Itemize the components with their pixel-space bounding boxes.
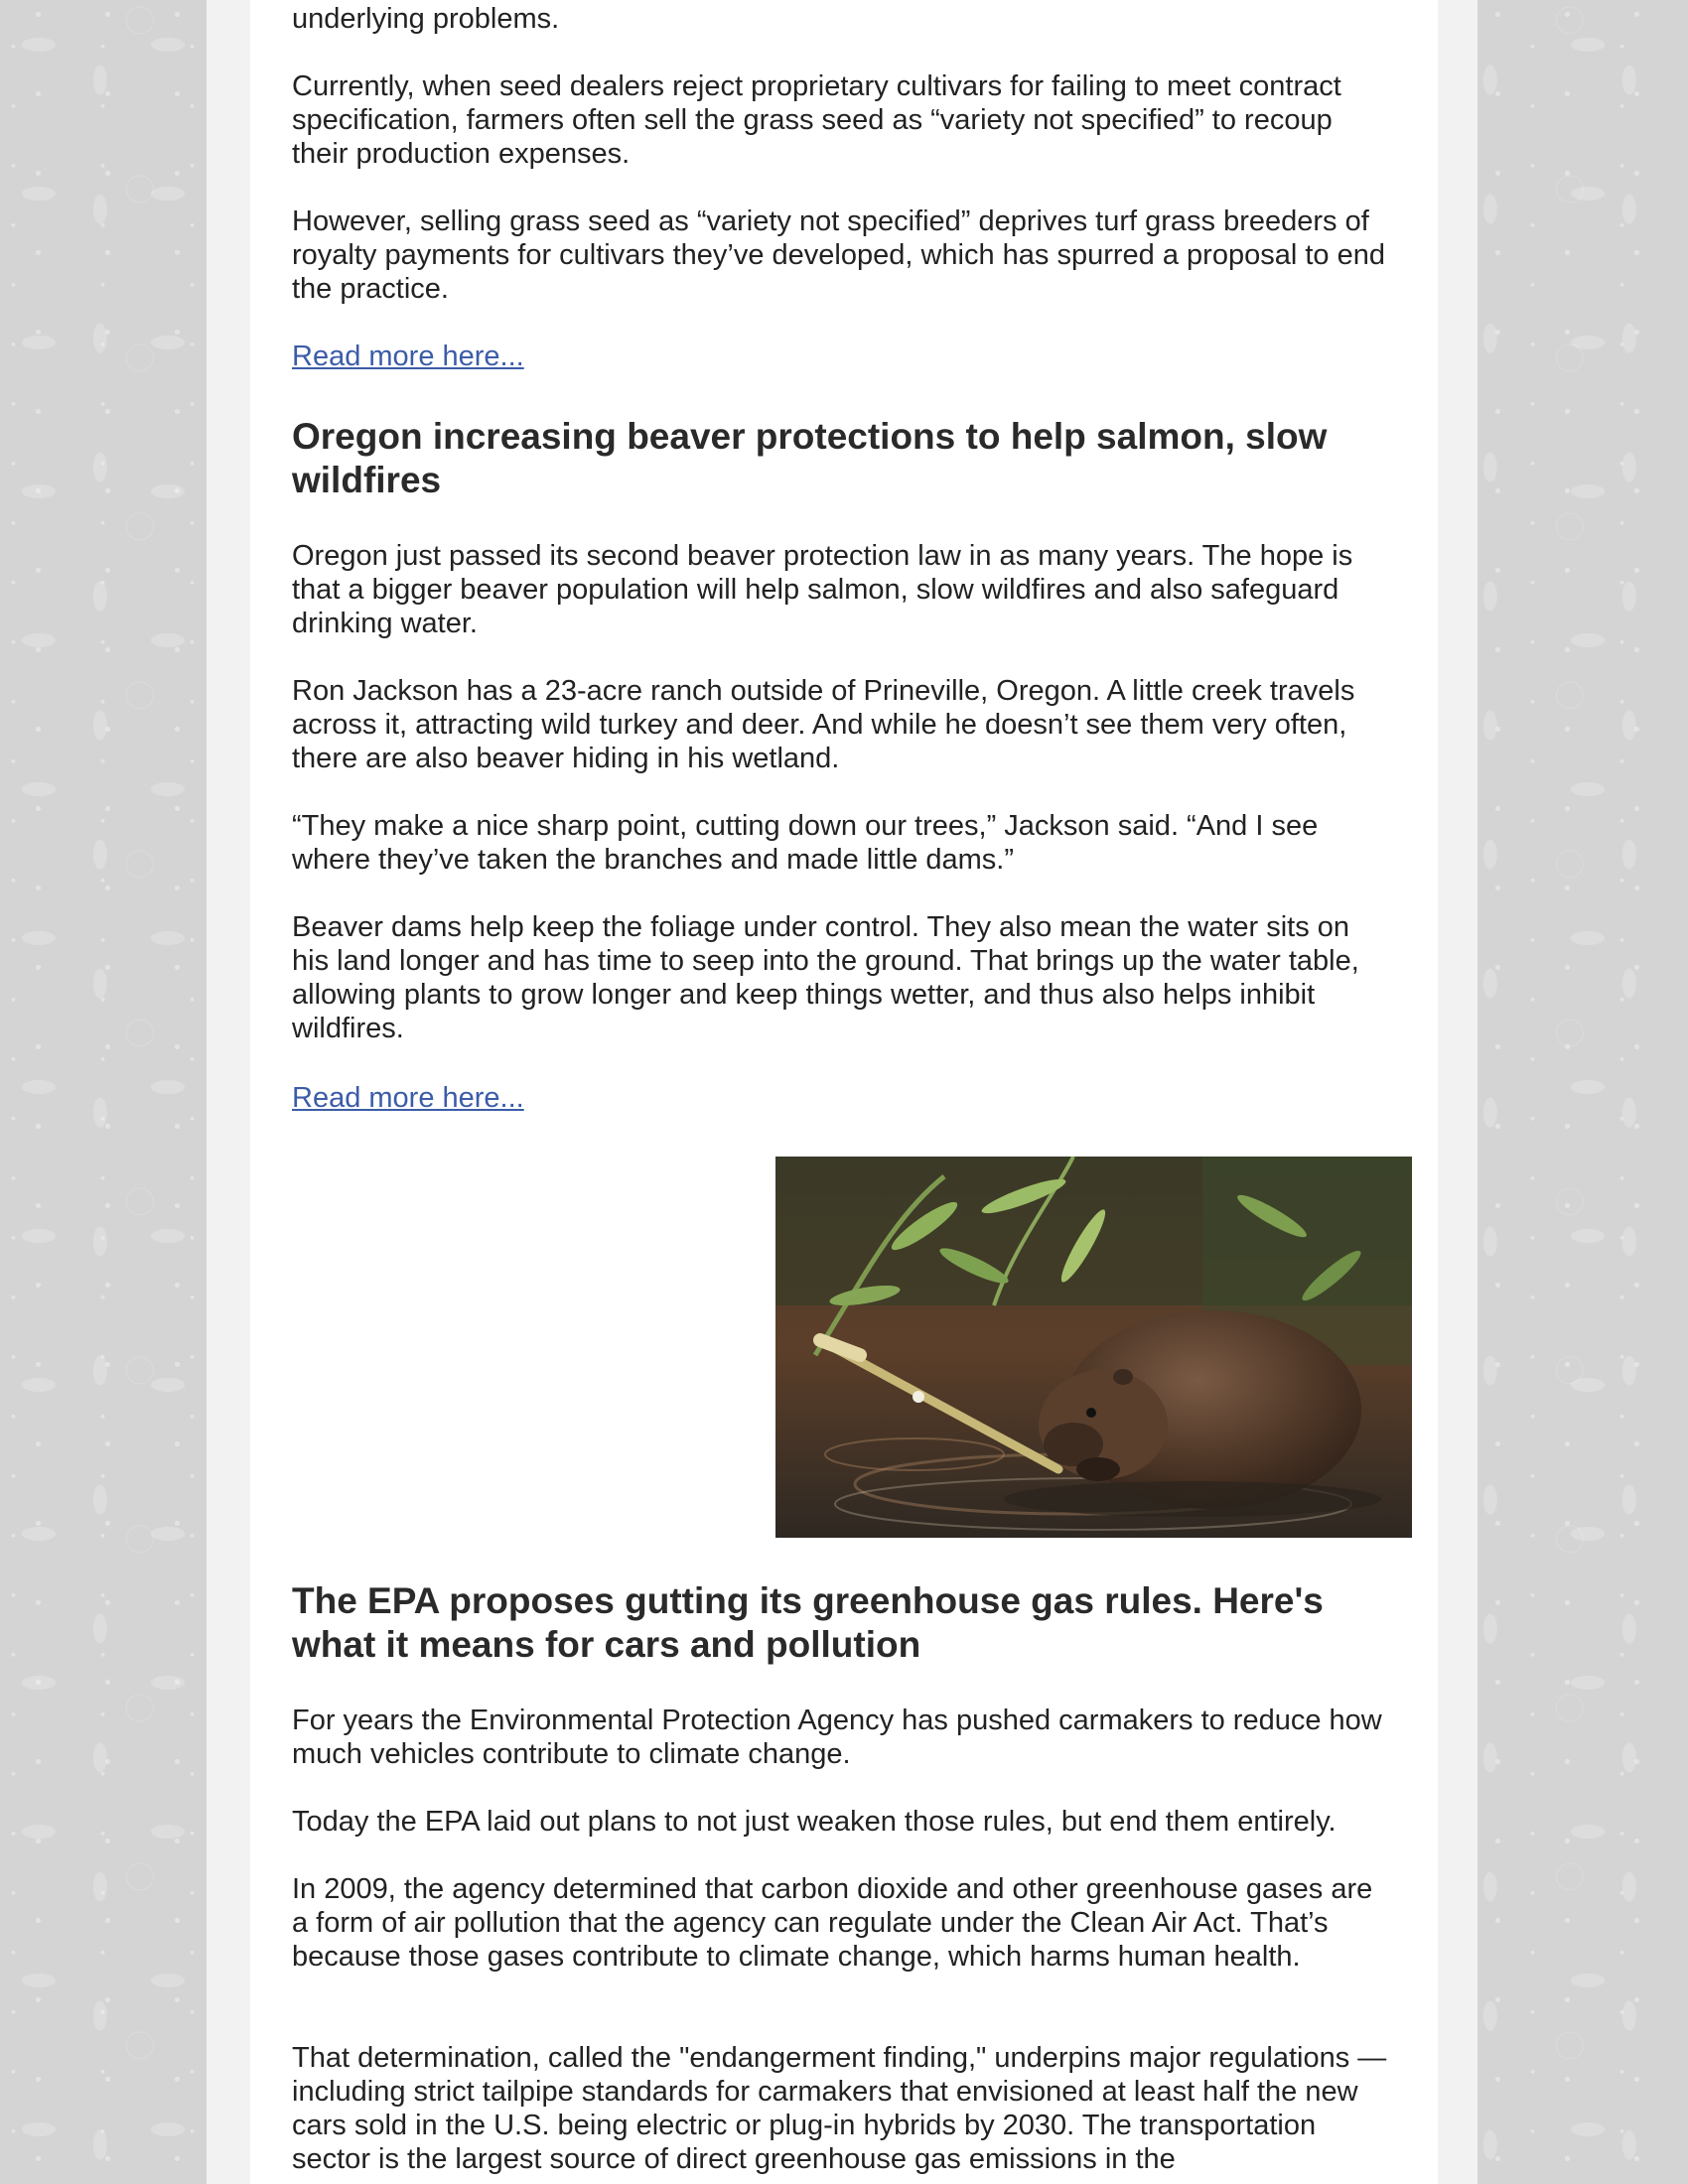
beaver-illustration: [775, 1157, 1412, 1538]
epa-article-paragraph: Today the EPA laid out plans to not just weaken those rules, but end them entirely.: [292, 1806, 1336, 1838]
newsletter-content: [250, 0, 1438, 2184]
read-more-link[interactable]: Read more here...: [292, 1082, 524, 1114]
epa-article-paragraph: That determination, called the "endangerment finding," underpins major regulations — including strict tailpipe standards for carmakers that envisioned at least half the new cars sold in the U.S. being electric or plug-in hybrids by 2030. The transportation sector is the largest source of direct greenhouse gas emissions in the: [292, 2042, 1387, 2175]
beaver-article-paragraph: Ron Jackson has a 23-acre ranch outside of Prineville, Oregon. A little creek travels across it, attracting wild turkey and deer. And while he doesn’t see them very often, there are also beaver hiding in his wetland.: [292, 675, 1355, 774]
epa-article-paragraph: In 2009, the agency determined that carbon dioxide and other greenhouse gases are a form of air pollution that the agency can regulate under the Clean Air Act. That’s because those gases contribute to climate change, which harms human health.: [292, 1873, 1373, 1973]
beaver-article-paragraph: Oregon just passed its second beaver protection law in as many years. The hope is that a bigger beaver population will help salmon, slow wildfires and also safeguard drinking water.: [292, 540, 1353, 639]
read-more-link[interactable]: Read more here...: [292, 341, 524, 372]
epa-article-paragraph: For years the Environmental Protection Agency has pushed carmakers to reduce how much vehicles contribute to climate change.: [292, 1705, 1382, 1770]
beaver-photo: [775, 1157, 1412, 1538]
beaver-article-paragraph: Beaver dams help keep the foliage under control. They also mean the water sits on his land longer and has time to seep into the ground. That brings up the water table, allowing plants to grow longer and keep things wetter, and thus also helps inhibit wildfires.: [292, 911, 1359, 1044]
beaver-article-paragraph: “They make a nice sharp point, cutting down our trees,” Jackson said. “And I see where they’ve taken the branches and made little dams.”: [292, 810, 1319, 876]
prev-article-paragraph: Currently, when seed dealers reject proprietary cultivars for failing to meet contract specification, farmers often sell the grass seed as “variety not specified” to recoup their production expenses.: [292, 70, 1341, 170]
prev-article-paragraph: However, selling grass seed as “variety not specified” deprives turf grass breeders of royalty payments for cultivars they’ve developed, which has spurred a proposal to end the practice.: [292, 205, 1385, 305]
beaver-article-headline: Oregon increasing beaver protections to help salmon, slow wildfires: [292, 416, 1328, 500]
epa-article-headline: The EPA proposes gutting its greenhouse gas rules. Here's what it means for cars and pollution: [292, 1580, 1324, 1665]
prev-article-intro-line: underlying problems.: [292, 3, 560, 35]
